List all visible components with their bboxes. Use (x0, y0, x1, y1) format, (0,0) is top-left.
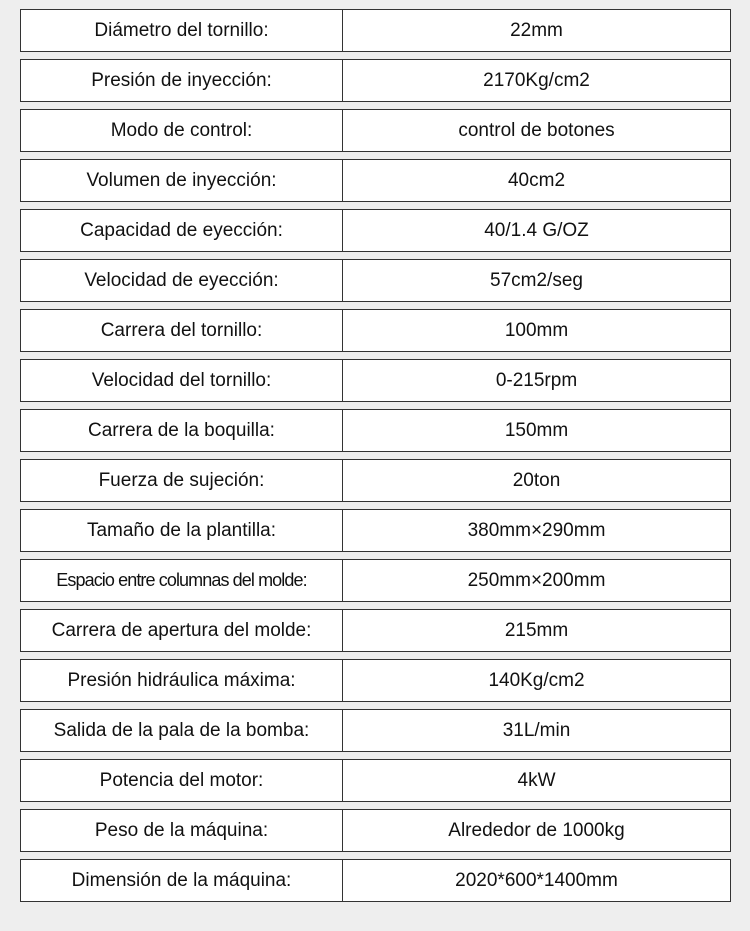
spec-value-text: 4kW (517, 769, 556, 791)
spec-row-tie-bar-spacing (20, 559, 731, 602)
spec-label-text: Tamaño de la plantilla: (86, 519, 277, 541)
spec-value-text: Alrededor de 1000kg (448, 819, 625, 841)
spec-label-text: Dimensión de la máquina: (71, 869, 292, 891)
spec-label (20, 459, 343, 502)
spec-row-machine-dimension (20, 859, 731, 902)
spec-value (343, 859, 731, 902)
spec-value (343, 9, 731, 52)
spec-row-mold-opening-stroke (20, 609, 731, 652)
spec-value (343, 59, 731, 102)
spec-label (20, 759, 343, 802)
spec-row-motor-power (20, 759, 731, 802)
spec-label-text: Presión hidráulica máxima: (67, 669, 296, 691)
spec-value-text: 31L/min (502, 719, 571, 741)
spec-value (343, 659, 731, 702)
spec-row-nozzle-stroke (20, 409, 731, 452)
spec-value (343, 609, 731, 652)
spec-row-clamping-force (20, 459, 731, 502)
spec-value (343, 759, 731, 802)
spec-row-machine-weight (20, 809, 731, 852)
spec-label-text: Carrera de la boquilla: (88, 419, 275, 441)
spec-label (20, 609, 343, 652)
spec-value-text: 215mm (504, 619, 569, 641)
spec-row-pump-output (20, 709, 731, 752)
spec-value (343, 259, 731, 302)
spec-value-text: 380mm×290mm (467, 519, 606, 541)
spec-label (20, 859, 343, 902)
spec-label (20, 409, 343, 452)
spec-label (20, 709, 343, 752)
spec-label (20, 209, 343, 252)
spec-row-injection-volume (20, 159, 731, 202)
spec-label (20, 9, 343, 52)
spec-row-control-mode (20, 109, 731, 152)
spec-value-text: 22mm (510, 19, 563, 41)
spec-label-text: Peso de la máquina: (94, 819, 269, 841)
spec-value-text: 250mm×200mm (467, 569, 606, 591)
spec-label-text: Presión de inyección: (91, 69, 272, 91)
spec-row-ejection-capacity (20, 209, 731, 252)
spec-row-injection-pressure (20, 59, 731, 102)
spec-value (343, 809, 731, 852)
spec-row-platen-size (20, 509, 731, 552)
spec-row-max-hydraulic-pressure (20, 659, 731, 702)
spec-label (20, 159, 343, 202)
spec-label-text: Modo de control: (110, 119, 253, 141)
spec-value (343, 109, 731, 152)
spec-label-text: Espacio entre columnas del molde: (56, 570, 307, 590)
spec-label (20, 509, 343, 552)
spec-label-text: Potencia del motor: (99, 769, 264, 791)
spec-row-screw-diameter (20, 9, 731, 52)
spec-label-text: Carrera del tornillo: (100, 319, 263, 341)
spec-value (343, 709, 731, 752)
spec-value-text: 100mm (504, 319, 569, 341)
spec-label (20, 309, 343, 352)
spec-label-text: Salida de la pala de la bomba: (53, 719, 310, 741)
spec-label-text: Diámetro del tornillo: (94, 19, 269, 41)
spec-value (343, 209, 731, 252)
spec-label-text: Volumen de inyección: (86, 169, 277, 191)
spec-value-text: 20ton (512, 469, 561, 491)
spec-value-text: 150mm (504, 419, 569, 441)
spec-label (20, 659, 343, 702)
spec-row-screw-stroke (20, 309, 731, 352)
spec-value-text: control de botones (458, 119, 615, 141)
spec-label (20, 559, 343, 602)
spec-label-text: Fuerza de sujeción: (98, 469, 265, 491)
spec-value (343, 409, 731, 452)
spec-value-text: 2020*600*1400mm (455, 869, 618, 891)
spec-value (343, 459, 731, 502)
spec-label-text: Velocidad de eyección: (84, 269, 279, 291)
spec-value (343, 359, 731, 402)
spec-label-text: Velocidad del tornillo: (91, 369, 272, 391)
spec-label (20, 359, 343, 402)
spec-value-text: 0-215rpm (495, 369, 578, 391)
spec-row-screw-speed (20, 359, 731, 402)
spec-label (20, 59, 343, 102)
spec-value (343, 509, 731, 552)
spec-row-ejection-speed (20, 259, 731, 302)
spec-value-text: 40cm2 (507, 169, 566, 191)
spec-label-text: Carrera de apertura del molde: (51, 619, 312, 641)
spec-value (343, 159, 731, 202)
spec-value-text: 57cm2/seg (490, 269, 583, 291)
spec-value-text: 140Kg/cm2 (488, 669, 585, 691)
spec-value (343, 559, 731, 602)
spec-value-text: 40/1.4 G/OZ (484, 219, 589, 241)
spec-label (20, 109, 343, 152)
spec-value (343, 309, 731, 352)
spec-value-text: 2170Kg/cm2 (483, 69, 590, 91)
spec-label (20, 259, 343, 302)
spec-label-text: Capacidad de eyección: (80, 219, 283, 241)
spec-table (20, 9, 731, 909)
spec-label (20, 809, 343, 852)
